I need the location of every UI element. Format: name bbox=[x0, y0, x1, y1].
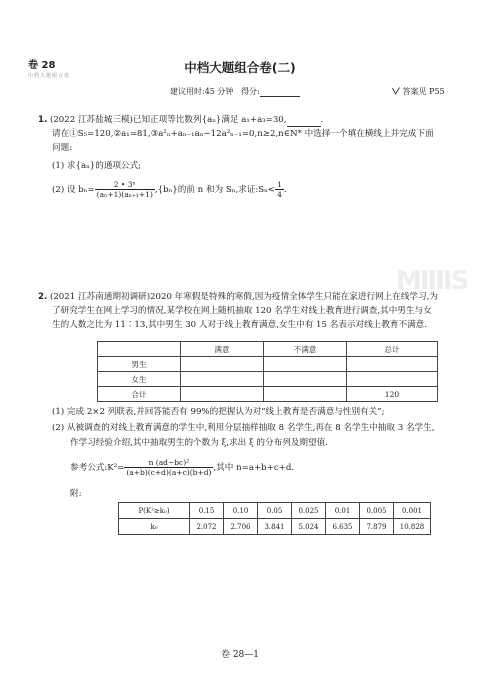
table-cell: 0.005 bbox=[360, 503, 394, 519]
q1-part2 bbox=[52, 180, 287, 199]
table-cell: 6.635 bbox=[326, 519, 360, 535]
volume-badge-label: 卷 28 bbox=[28, 60, 56, 71]
q1-part2-post: ,{bₙ}的前 n 和为 Sₙ,求证:Sₙ< bbox=[154, 185, 276, 195]
table-cell: 0.10 bbox=[224, 503, 258, 519]
table-cell: 7.879 bbox=[360, 519, 394, 535]
answer-ref-text: 答案见 P55 bbox=[402, 87, 445, 96]
table-cell: P(K²≥k₀) bbox=[119, 503, 190, 519]
checkmark-icon bbox=[392, 87, 400, 95]
k2-denominator: (a+b)(c+d)(a+c)(b+d) bbox=[126, 468, 212, 477]
table-cell: 0.025 bbox=[292, 503, 326, 519]
q1-part2-pre: (2) 设 bₙ= bbox=[52, 185, 95, 195]
table-cell: 女生 bbox=[98, 372, 181, 387]
q1-stem: 已知正项等比数列{aₙ}满足 a₁+a₃=30, bbox=[132, 115, 287, 125]
q2-line2: 了研究学生在网上学习的情况,某学校在网上随机抽取 120 名学生对线上教育进行调查,其中男生与女 bbox=[52, 306, 432, 316]
table-cell: 0.001 bbox=[394, 503, 431, 519]
page-title: 中档大题组合卷(二) bbox=[184, 60, 296, 75]
score-blank[interactable] bbox=[260, 88, 300, 97]
table-cell: 3.841 bbox=[258, 519, 292, 535]
table-cell: 0.15 bbox=[190, 503, 224, 519]
table-row bbox=[119, 519, 431, 535]
table-header-cell bbox=[98, 342, 181, 357]
q1-number: 1. bbox=[38, 115, 48, 125]
table-cell: k₀ bbox=[119, 519, 190, 535]
q2-line1 bbox=[38, 290, 438, 304]
k2-numerator: n (ad−bc)² bbox=[124, 458, 213, 468]
table-cell: 5.024 bbox=[292, 519, 326, 535]
contingency-table bbox=[97, 341, 438, 402]
table-cell[interactable] bbox=[181, 357, 264, 372]
table-cell[interactable] bbox=[264, 387, 347, 402]
q2-part2b: 作学习经验介绍,其中抽取男生的个数为 ξ,求出 ξ 的分布列及期望值. bbox=[70, 438, 328, 448]
answer-reference bbox=[392, 86, 445, 97]
table-cell[interactable] bbox=[264, 357, 347, 372]
table-cell: 0.01 bbox=[326, 503, 360, 519]
table-cell: 2.072 bbox=[190, 519, 224, 535]
volume-badge-sub: 中档大题组合卷 bbox=[28, 73, 71, 79]
q1-source: (2022 江苏盐城三模) bbox=[49, 115, 133, 125]
table-header-cell: 满意 bbox=[181, 342, 264, 357]
q2-part2a: (2) 从被调查的对线上教育满意的学生中,利用分层抽样抽取 8 名学生,再在 8 名学生中抽取 3 名学生, bbox=[52, 423, 435, 433]
q1-part2-end: . bbox=[283, 185, 287, 195]
table-row bbox=[98, 357, 438, 372]
q2-part1: (1) 完成 2×2 列联表,并回答能否有 99%的把握认为对“线上教育是否满意与性别有关”; bbox=[52, 407, 385, 417]
table-row bbox=[119, 503, 431, 519]
q1-line3: 问题: bbox=[52, 143, 73, 153]
q2-source: (2021 江苏南通期初调研) bbox=[49, 292, 151, 302]
reference-formula bbox=[70, 458, 294, 477]
critical-value-table bbox=[118, 502, 431, 535]
table-cell[interactable] bbox=[181, 372, 264, 387]
k2-fraction bbox=[124, 458, 213, 477]
q1-quarter-den: 4 bbox=[277, 190, 282, 199]
q1-bn-numerator: 2 • 3ⁿ bbox=[95, 180, 155, 190]
q1-quarter-fraction bbox=[275, 180, 284, 199]
table-cell: 0.05 bbox=[258, 503, 292, 519]
table-header-row bbox=[98, 342, 438, 357]
q1-line1: 1. (2022 江苏盐城三模)已知正项等比数列{aₙ}满足 a₁+a₃=30, . bbox=[38, 115, 324, 125]
table-header-cell: 总计 bbox=[347, 342, 438, 357]
q1-quarter-num: 1 bbox=[277, 180, 282, 189]
table-cell[interactable] bbox=[264, 372, 347, 387]
time-score-line bbox=[170, 86, 300, 97]
table-cell: 合计 bbox=[98, 387, 181, 402]
q2-stem: 2020 年寒假是特殊的寒假,因为疫情全体学生只能在家进行网上在线学习,为 bbox=[150, 292, 438, 302]
q1-answer-blank[interactable] bbox=[287, 117, 321, 127]
table-cell: 10.828 bbox=[394, 519, 431, 535]
page-footer: 卷 28—1 bbox=[220, 650, 260, 660]
q1-line2: 请在①S₅=120,②a₁=81,③a²ₙ+aₙ₋₁aₙ−12a²ₙ₋₁=0,n≥2,n∈N* 中选择一个填在横线上并完成下面 bbox=[52, 129, 434, 139]
table-cell: 120 bbox=[347, 387, 438, 402]
table-row bbox=[98, 387, 438, 402]
table-cell[interactable] bbox=[347, 372, 438, 387]
table-cell[interactable] bbox=[181, 387, 264, 402]
watermark: MIIIIS bbox=[396, 266, 468, 296]
table-cell[interactable] bbox=[347, 357, 438, 372]
suggested-time: 建议用时:45 分钟 bbox=[170, 87, 234, 96]
q1-bn-denominator: (aₙ+1)(aₙ₊₁+1) bbox=[96, 190, 153, 199]
appendix-label: 附: bbox=[70, 489, 82, 499]
score-label: 得分: bbox=[241, 87, 260, 96]
formula-pre: 参考公式:K²= bbox=[70, 463, 125, 473]
q1-part1: (1) 求{aₙ}的通项公式; bbox=[52, 161, 142, 171]
table-cell: 男生 bbox=[98, 357, 181, 372]
table-header-cell: 不满意 bbox=[264, 342, 347, 357]
q2-line3: 生的人数之比为 11∶13,其中男生 30 人对于线上教育满意,女生中有 15 名表示对线上教育不满意. bbox=[52, 320, 427, 330]
q2-number: 2. bbox=[38, 292, 48, 302]
q1-bn-fraction bbox=[95, 180, 155, 199]
table-row bbox=[98, 372, 438, 387]
table-cell: 2.706 bbox=[224, 519, 258, 535]
formula-post: ,其中 n=a+b+c+d. bbox=[213, 463, 295, 473]
